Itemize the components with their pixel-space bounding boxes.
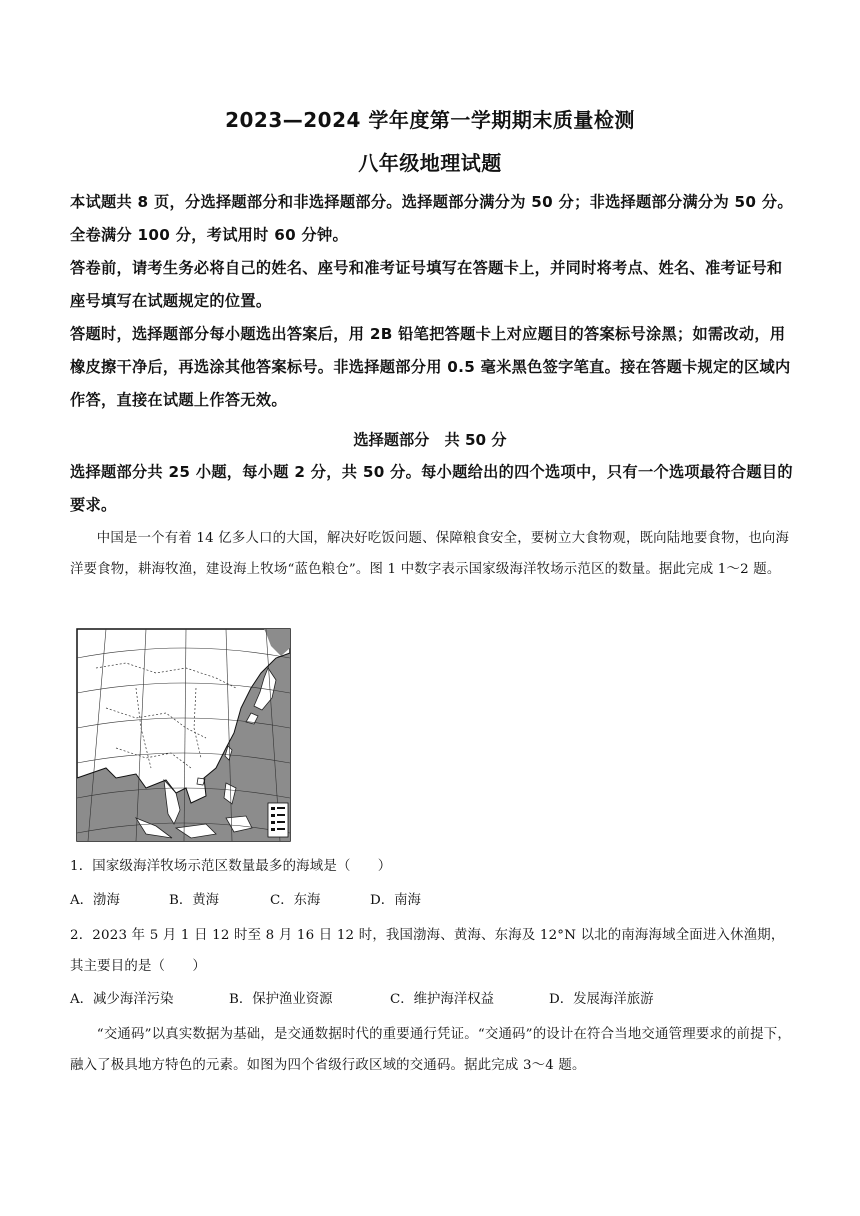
section-intro: 选择题部分共 25 小题，每小题 2 分，共 50 分。每小题给出的四个选项中，只有一个选项最符合题目的要求。	[70, 463, 793, 514]
question-2-options	[70, 988, 653, 1007]
marine-ranch-map	[76, 628, 291, 842]
exam-subtitle: 八年级地理试题	[358, 151, 502, 175]
passage-2: “交通码”以真实数据为基础，是交通数据时代的重要通行凭证。“交通码”的设计在符合当地交通管理要求的前提下，融入了极具地方特色的元素。如图为四个省级行政区域的交通码。据此完成 3～4 题。	[70, 1027, 791, 1073]
question-1-stem: 1．国家级海洋牧场示范区数量最多的海域是（ ）	[70, 859, 392, 874]
q2-option-c: C．维护海洋权益	[390, 992, 494, 1007]
instruction-1: 本试题共 8 页，分选择题部分和非选择题部分。选择题部分满分为 50 分；非选择题部分满分为 50 分。全卷满分 100 分，考试用时 60 分钟。	[70, 193, 793, 244]
q1-option-a: A．渤海	[70, 893, 120, 908]
q1-option-b: B．黄海	[169, 893, 220, 908]
q2-option-d: D．发展海洋旅游	[549, 992, 654, 1007]
q1-option-d: D．南海	[370, 893, 421, 908]
q2-option-b: B．保护渔业资源	[229, 992, 333, 1007]
question-1-options	[70, 889, 421, 908]
question-2-stem: 2．2023 年 5 月 1 日 12 时至 8 月 16 日 12 时，我国渤海、黄海、东海及 12°N 以北的南海海域全面进入休渔期，其主要目的是（ ）	[70, 928, 785, 974]
q1-option-c: C．东海	[270, 893, 321, 908]
passage-1: 中国是一个有着 14 亿多人口的大国，解决好吃饭问题、保障粮食安全，要树立大食物观，既向陆地要食物，也向海洋要食物，耕海牧渔，建设海上牧场“蓝色粮仓”。图 1 中数字表示国家级海洋牧场示范区的数量。据此完成 1～2 题。	[70, 531, 790, 577]
exam-title: 2023—2024 学年度第一学期期末质量检测	[225, 108, 635, 132]
section-heading: 选择题部分 共 50 分	[353, 431, 507, 449]
instruction-2: 答卷前，请考生务必将自己的姓名、座号和准考证号填写在答题卡上，并同时将考点、姓名、准考证号和座号填写在试题规定的位置。	[70, 259, 783, 310]
q2-option-a: A．减少海洋污染	[70, 992, 174, 1007]
instruction-3: 答题时，选择题部分每小题选出答案后，用 2B 铅笔把答题卡上对应题目的答案标号涂黑；如需改动，用橡皮擦干净后，再选涂其他答案标号。非选择题部分用 0.5 毫米黑色签字笔直。接在答题卡规定的区域内作答，直接在试题上作答无效。	[70, 325, 791, 409]
